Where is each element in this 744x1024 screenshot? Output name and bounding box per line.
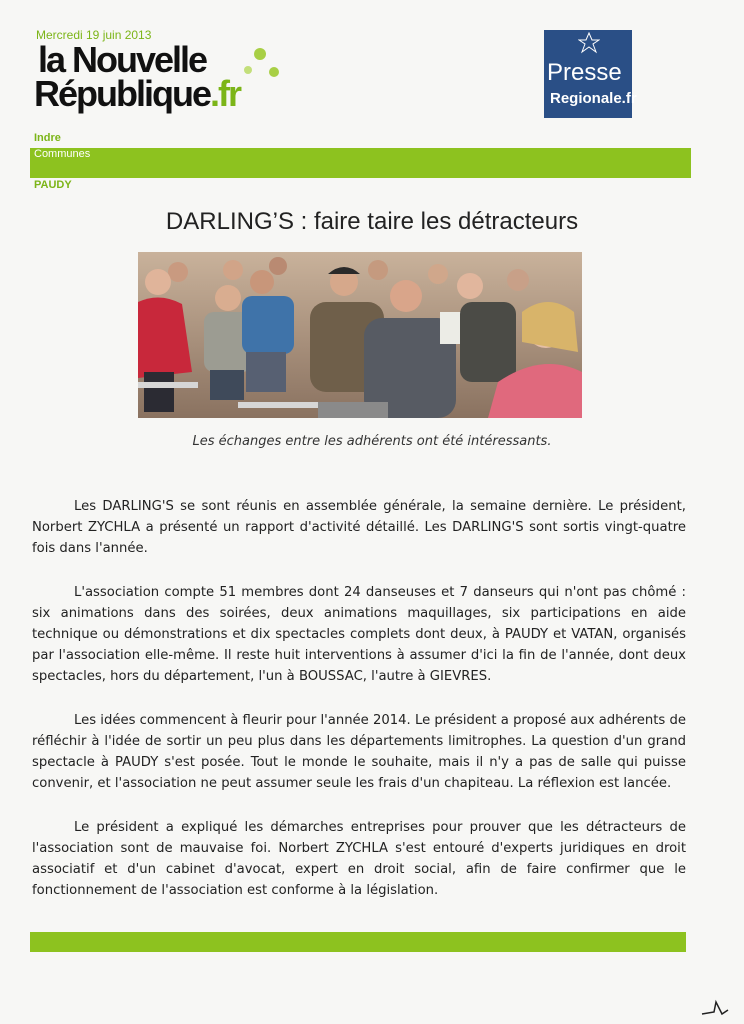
presse-line2: Regionale.fr [550, 90, 637, 107]
scan-artifact-icon [700, 998, 730, 1018]
france-map-icon [578, 32, 600, 54]
logo-line2-wrap [34, 74, 240, 114]
presse-line1: Presse [547, 59, 622, 86]
article-title: DARLING’S : faire taire les détracteurs [165, 208, 579, 235]
logo-line1: la Nouvelle [38, 39, 207, 80]
article-body [32, 496, 686, 924]
rubric-bar [30, 148, 691, 178]
presse-regionale-logo [544, 30, 637, 118]
nouvelle-republique-logo [34, 40, 334, 120]
rubric-region: Indre [34, 132, 61, 144]
paragraph: Les DARLING'S se sont réunis en assemblée générale, la semaine dernière. Le président, Norbert ZYCHLA a présenté un rapport d'activité détaillé. Les DARLING'S sont sortis vingt-quatre fois dans l'année. [32, 499, 686, 556]
paragraph: L'association compte 51 membres dont 24 danseuses et 7 danseurs qui n'ont pas chômé : six animations dans des soirées, deux animations maquillages, six participations en aide technique ou démonstrations et dix spectacles complets dont deux, à PAUDY et VATAN, organisés par l'association elle-même. Il reste huit interventions à assumer d'ici la fin de l'année, dont deux spectacles, hors du département, l'un à BOUSSAC, l'autre à GIEVRES. [32, 585, 686, 684]
article-photo [138, 252, 582, 418]
logo-suffix: .fr [210, 73, 240, 114]
footer-bar [30, 932, 686, 952]
ornament-balls-icon [234, 40, 294, 90]
paragraph: Les idées commencent à fleurir pour l'année 2014. Le président a proposé aux adhérents de réfléchir à l'idée de sortir un peu plus dans les départements limitrophes. La question d'un grand spectacle à PAUDY s'est posée. Tout le monde le souhaite, mais il n'y a pas de salle qui puisse convenir, et l'association ne peut assumer seule les frais d'un chapiteau. La réflexion est lancée. [32, 713, 686, 791]
paragraph: Le président a expliqué les démarches entreprises pour prouver que les détracteurs de l'association sont de mauvaise foi. Norbert ZYCHLA s'est entouré d'experts juridiques en droit associatif et d'un cabinet d'avocat, expert en droit social, afin de faire confirmer que le fonctionnement de l'association est conforme à la législation. [32, 820, 686, 898]
audience-photo-illustration [138, 252, 582, 418]
publication-date: Mercredi 19 juin 2013 [36, 28, 152, 42]
logo-line2: République [34, 73, 210, 114]
rubric-section: Communes [34, 148, 91, 160]
photo-caption: Les échanges entre les adhérents ont été intéressants. [192, 434, 552, 449]
rubric-town: PAUDY [34, 179, 72, 191]
